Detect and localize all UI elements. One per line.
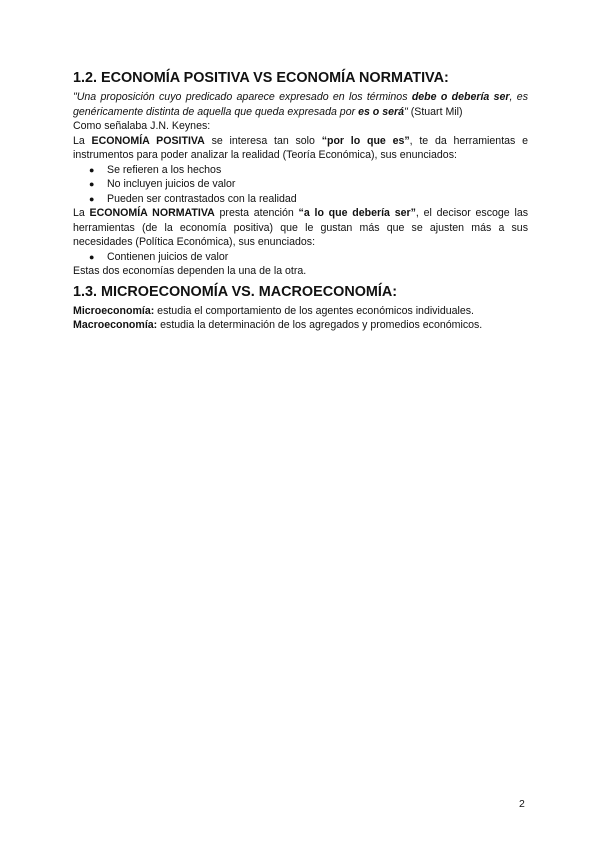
quote-text-1: "Una proposición cuyo predicado aparece expresado en los términos (73, 91, 412, 103)
list-item (89, 163, 528, 178)
normativa-post: , el decisor escoge las herramientas (de la economía positiva) que le gustan más que se ajusten más a sus necesidades (Política Económica), sus enunciados: (73, 207, 529, 248)
positiva-paragraph (73, 134, 528, 163)
page-content (73, 70, 528, 333)
bullet-icon: ● (89, 164, 95, 175)
positiva-mid: se interesa tan solo (204, 134, 322, 147)
macro-term: Macroeconomía: (73, 319, 158, 331)
page-number: 2 (519, 798, 525, 810)
section-heading-micro-macro: 1.3. MICROECONOMÍA VS. MACROECONOMÍA: (73, 283, 398, 300)
bullet-icon: ● (89, 251, 95, 262)
list-item-text: Se refieren a los hechos (107, 163, 222, 176)
normativa-paragraph (73, 206, 528, 250)
normativa-pre: La (73, 207, 90, 219)
quote-bold-1: debe o debería ser (411, 91, 510, 103)
closing-line: Estas dos economías dependen la una de la otra. (73, 265, 307, 277)
micro-definition (73, 304, 528, 319)
quote-text-2: , es genéricamente distinta de aquella que queda expresada por (73, 91, 528, 118)
macro-definition (73, 318, 528, 333)
list-item (89, 177, 528, 192)
keynes-line: Como señalaba J.N. Keynes: (73, 120, 211, 132)
quote-text-3: " (404, 105, 408, 118)
bullet-icon: ● (89, 179, 95, 189)
positiva-quote: “por lo que es” (321, 134, 410, 147)
normativa-mid: presta atención (214, 207, 299, 219)
macro-text: estudia la determinación de los agregados y promedios económicos. (157, 319, 483, 331)
list-item-text: Pueden ser contrastados con la realidad (107, 192, 297, 205)
normativa-quote: “a lo que debería ser” (298, 207, 416, 219)
section-heading-positiva-normativa: 1.2. ECONOMÍA POSITIVA VS ECONOMÍA NORMATIVA: (73, 70, 449, 86)
stuart-mill-quote (73, 90, 528, 119)
positiva-pre: La (73, 134, 92, 147)
positiva-term: ECONOMÍA POSITIVA (91, 134, 205, 147)
quote-author: (Stuart Mil) (407, 105, 463, 118)
bullet-icon: ● (89, 193, 95, 204)
normativa-term: ECONOMÍA NORMATIVA (89, 207, 215, 219)
list-item-text: No incluyen juicios de valor (107, 178, 236, 190)
positiva-post: , te da herramientas e instrumentos para poder analizar la realidad (Teoría Económica), sus enunciados: (73, 134, 528, 161)
positiva-list (73, 163, 528, 207)
list-item (89, 192, 528, 207)
list-item-text: Contienen juicios de valor (107, 250, 229, 263)
micro-text: estudia el comportamiento de los agentes económicos individuales. (154, 304, 474, 317)
micro-term: Microeconomía: (73, 304, 155, 317)
normativa-list (73, 250, 528, 265)
list-item (89, 250, 528, 265)
quote-bold-2: es o será (358, 105, 405, 118)
